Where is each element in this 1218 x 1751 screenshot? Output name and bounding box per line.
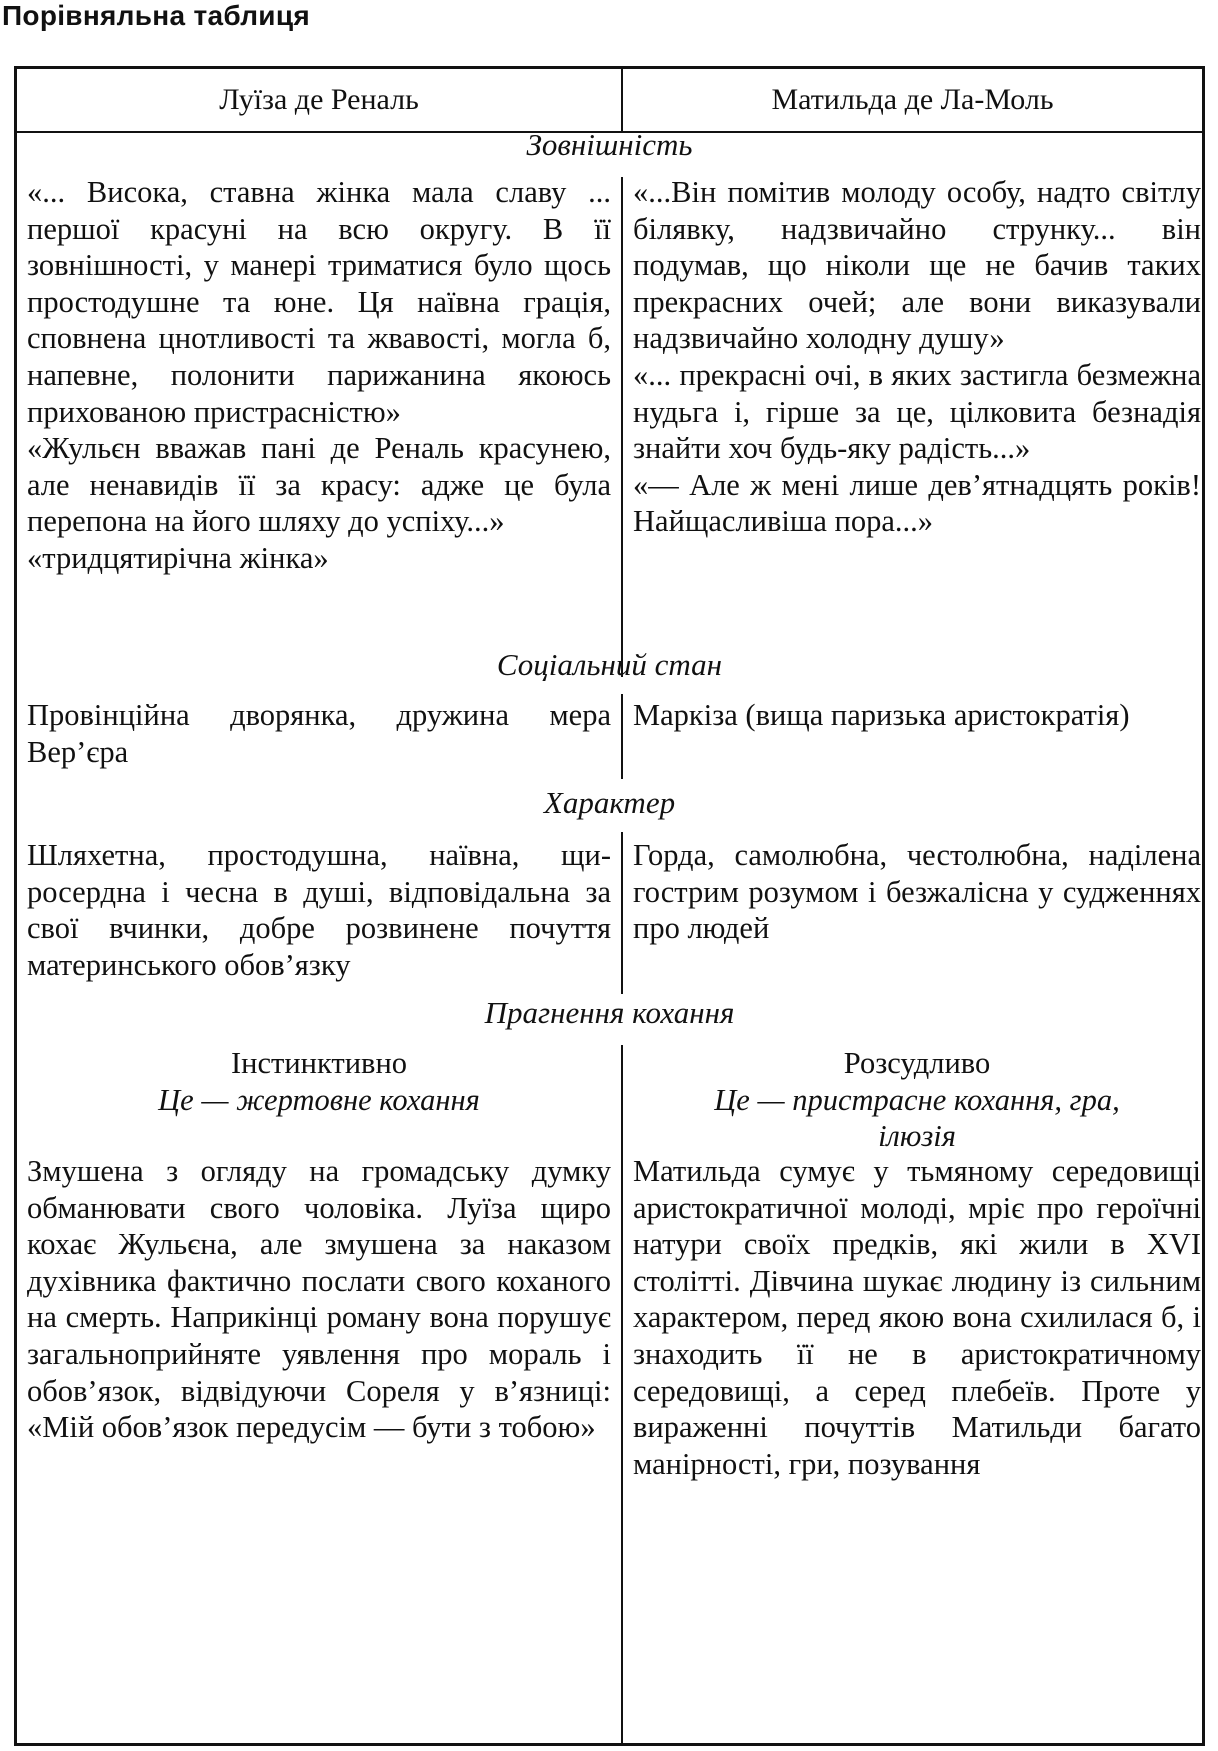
love-mode-right: Розсудливо [843,1046,991,1080]
character-right-cell: Горда, самолюбна, честолюбна, наділена гострим розумом і безжалісна у судженнях про людей [633,838,1201,946]
column-divider [621,1045,623,1746]
quote: «Жульєн вважав пані де Реналь красунею, але ненавидів її за красу: адже це була перепона на його шляху до успіху...» [27,431,611,539]
social-left-cell: Провінційна дворянка, дружина мера Вер’єра [27,698,611,769]
character-left-cell: Шляхетна, простодушна, наївна, щиросердна і чесна в душі, відповідальна за свої вчинки, добре розвинене почуття материнського обов’язку [27,838,611,982]
love-left-cell: Змушена з огляду на громадську думку обманювати свого чоловіка. Луїза щиро кохає Жульєна, але змушена за наказом духівника фактично послати свого коханого на смерть. Наприкінці роману вона порушує загальноприйняте уявлення про мораль і обов’язок, відвідуючи Сореля у в’язниці: «Мій обов’язок передусім — бути з тобою» [27,1154,611,1445]
appearance-left-cell [27,174,611,577]
love-kind-left: Це — жертовне кохання [158,1082,480,1117]
love-right-cell: Матильда сумує у тьмяному середовищі аристократичної молоді, мріє про героїчні натури своїх предків, які жили в XVI столітті. Дівчина шукає людину із сильним характером, перед якою вона схилилася б, і знаходить її не в аристократичному середовищі, а серед плебеїв. Проте у вираженні почуттів Матильди багато манірності, гри, позування [633,1154,1201,1481]
section-heading-love: Прагнення кохання [484,995,735,1030]
quote: «... Висока, ставна жінка мала славу ... першої красуні на всю округу. В її зовнішності, у манері триматися було щось простодушне та юне. Ця наївна грація, сповнена цнотливості та жвавості, могла б, напевне, полонити парижанина якоюсь прихованою пристрасністю» [27,175,611,429]
love-left-header [27,1045,611,1118]
page-title: Порівняльна таблиця [2,0,310,31]
section-heading-appearance: Зовнішність [526,127,693,162]
love-kind-right: Це — пристрасне кохання, гра, ілюзія [714,1082,1120,1154]
column-divider [621,832,623,994]
social-right-cell: Маркіза (вища паризька аристократія) [633,698,1130,732]
column-divider [621,177,623,677]
column-header-renal: Луїза де Реналь [219,83,419,116]
love-mode-left: Інстинктивно [230,1046,408,1080]
section-heading-character: Характер [543,785,676,820]
quote: «тридцятирічна жінка» [27,540,329,575]
quote: «...Він помітив молоду особу, надто світлу білявку, надзвичайно струнку... він подумав, що ніколи ще не бачив таких прекрасних очей; але вони виказували надзвичайно холодну душу» [633,175,1201,356]
section-heading-social: Соціальний стан [496,647,723,682]
quote: «— Але ж мені лише дев’ятнадцять років! Найщасливіша пора...» [633,467,1201,539]
column-header-lamole: Матильда де Ла-Моль [771,83,1054,116]
quote: «... прекрасні очі, в яких застигла безмежна нудьга і, гірше за це, цілковита безнадія знайти хоч будь-яку радість...» [633,357,1201,466]
comparison-table [14,66,1205,1746]
love-right-header [633,1045,1201,1155]
appearance-right-cell [633,174,1201,540]
column-divider [621,694,623,779]
